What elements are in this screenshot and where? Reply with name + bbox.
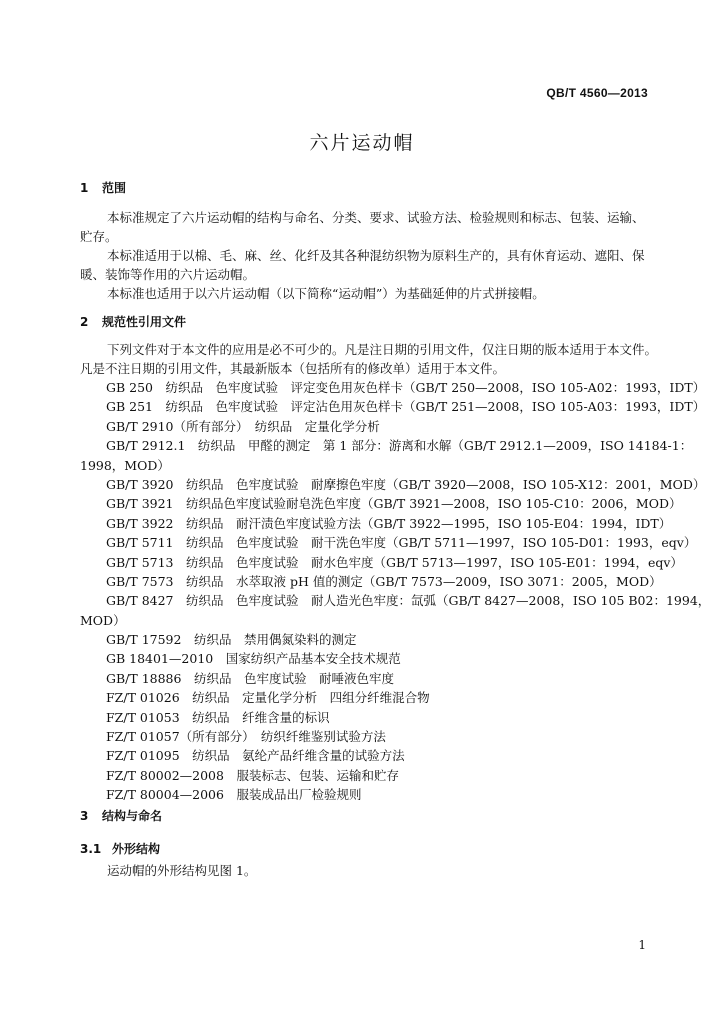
reference-item: GB 251 纺织品 色牢度试验 评定沾色用灰色样卡（GB/T 251—2008，ISO 105-A03：1993，IDT）: [106, 399, 706, 415]
section-scope: [80, 178, 654, 303]
subsection-number: 3.1: [80, 842, 102, 856]
page-number: 1: [638, 938, 646, 952]
reference-item: FZ/T 01057（所有部分） 纺织纤维鉴别试验方法: [106, 729, 386, 745]
section-title: 范围: [102, 181, 127, 195]
standard-code: QB/T 4560—2013: [546, 86, 648, 100]
paragraph-line: 下列文件对于本文件的应用是必不可少的。凡是注日期的引用文件，仅注日期的版本适用于本文件。: [107, 342, 658, 357]
section-heading: [80, 312, 654, 332]
reference-item: FZ/T 01026 纺织品 定量化学分析 四组分纤维混合物: [106, 690, 430, 706]
subsection-title: 外形结构: [112, 842, 161, 856]
reference-list: [80, 378, 711, 805]
reference-item: GB 250 纺织品 色牢度试验 评定变色用灰色样卡（GB/T 250—2008，ISO 105-A02：1993，IDT）: [106, 380, 706, 395]
reference-item: GB/T 3920 纺织品 色牢度试验 耐摩擦色牢度（GB/T 3920—2008，ISO 105-X12：2001，MOD）: [106, 476, 706, 492]
section-heading: [80, 806, 654, 826]
paragraph-line: 运动帽的外形结构见图 1。: [107, 863, 257, 878]
reference-item: GB/T 18886 纺织品 色牢度试验 耐唾液色牢度: [106, 670, 394, 686]
reference-item: GB/T 2910（所有部分） 纺织品 定量化学分析: [106, 418, 380, 434]
reference-item: GB 18401—2010 国家纺织产品基本安全技术规范: [106, 651, 401, 667]
reference-item: GB/T 7573 纺织品 水萃取液 pH 值的测定（GB/T 7573—2009，ISO 3071：2005，MOD）: [106, 573, 662, 589]
paragraph-line: 暖、装饰等作用的六片运动帽。: [80, 267, 256, 282]
reference-item: GB/T 8427 纺织品 色牢度试验 耐人造光色牢度：氙弧（GB/T 8427—2008，ISO 105 B02：1994，: [106, 593, 711, 609]
reference-item: GB/T 17592 纺织品 禁用偶氮染料的测定: [106, 632, 357, 648]
paragraph-line: 凡是不注日期的引用文件，其最新版本（包括所有的修改单）适用于本文件。: [80, 361, 506, 376]
reference-item-continuation: 1998，MOD）: [80, 457, 170, 473]
reference-item: GB/T 2912.1 纺织品 甲醛的测定 第 1 部分：游离和水解（GB/T 2912.1—2009，ISO 14184-1：: [106, 438, 693, 454]
reference-item: GB/T 3921 纺织品色牢度试验耐皂洗色牢度（GB/T 3921—2008，ISO 105-C10：2006，MOD）: [106, 496, 682, 512]
section-heading: [80, 178, 654, 198]
paragraph-line: 贮存。: [80, 229, 118, 244]
reference-item: GB/T 5713 纺织品 色牢度试验 耐水色牢度（GB/T 5713—1997，ISO 105-E01：1994，eqv）: [106, 554, 683, 570]
paragraph-line: 本标准规定了六片运动帽的结构与命名、分类、要求、试验方法、检验规则和标志、包装、运输、: [107, 210, 645, 225]
reference-item-continuation: MOD）: [80, 612, 126, 628]
reference-item: GB/T 3922 纺织品 耐汗渍色牢度试验方法（GB/T 3922—1995，ISO 105-E04：1994，IDT）: [106, 515, 672, 531]
subsection-heading: [80, 839, 654, 859]
paragraph-line: 本标准适用于以棉、毛、麻、丝、化纤及其各种混纺织物为原料生产的，具有休育运动、遮阳、保: [107, 248, 645, 263]
section-number: 2: [80, 315, 89, 329]
section-structure-naming: [80, 806, 654, 880]
reference-item: FZ/T 80004—2006 服装成品出厂检验规则: [106, 787, 362, 803]
reference-item: GB/T 5711 纺织品 色牢度试验 耐干洗色牢度（GB/T 5711—1997，ISO 105-D01：1993，eqv）: [106, 535, 697, 551]
document-title: 六片运动帽: [309, 132, 415, 154]
section-normative-references: [80, 312, 711, 805]
section-number: 3: [80, 809, 89, 823]
paragraph-line: 本标准也适用于以六片运动帽（以下简称“运动帽”）为基础延伸的片式拼接帽。: [107, 286, 545, 301]
reference-item: FZ/T 80002—2008 服装标志、包装、运输和贮存: [106, 767, 399, 783]
section-number: 1: [80, 181, 89, 195]
reference-item: FZ/T 01095 纺织品 氨纶产品纤维含量的试验方法: [106, 748, 405, 764]
section-title: 结构与命名: [102, 809, 163, 823]
section-title: 规范性引用文件: [102, 315, 187, 329]
reference-item: FZ/T 01053 纺织品 纤维含量的标识: [106, 709, 330, 725]
